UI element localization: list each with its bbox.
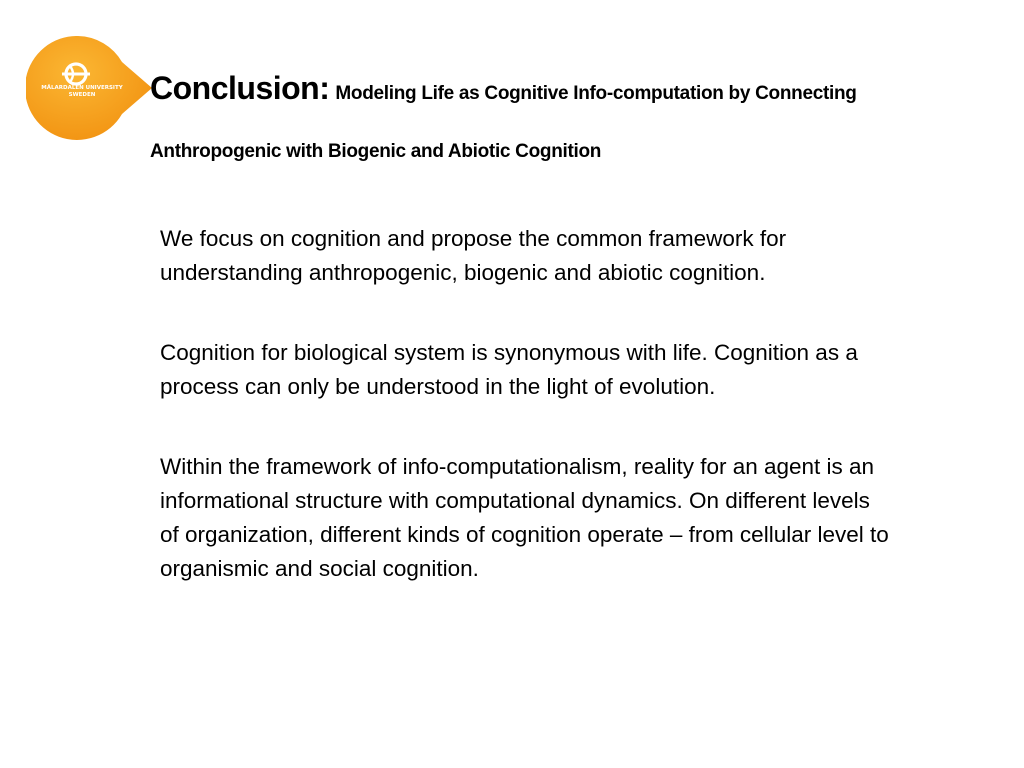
slide-title	[150, 70, 857, 107]
slide-body	[160, 222, 890, 632]
body-paragraph: Within the framework of info-computationalism, reality for an agent is an informational structure with computational dynamics. On different levels of organization, different kinds of cognition operate – from cellular level to organismic and social cognition.	[160, 454, 889, 581]
title-subtitle: Modeling Life as Cognitive Info-computation by Connecting	[335, 83, 857, 104]
body-paragraph: Cognition for biological system is synonymous with life. Cognition as a process can only be understood in the light of evolution.	[160, 340, 858, 399]
title-subtitle-continued: Anthropogenic with Biogenic and Abiotic Cognition	[150, 141, 602, 162]
logo-country: SWEDEN	[68, 92, 96, 98]
body-paragraph: We focus on cognition and propose the common framework for understanding anthropogenic, biogenic and abiotic cognition.	[160, 226, 787, 285]
title-main: Conclusion:	[150, 70, 330, 106]
university-logo	[26, 36, 154, 140]
logo-university-name: MÄLARDALEN UNIVERSITY	[41, 85, 123, 91]
